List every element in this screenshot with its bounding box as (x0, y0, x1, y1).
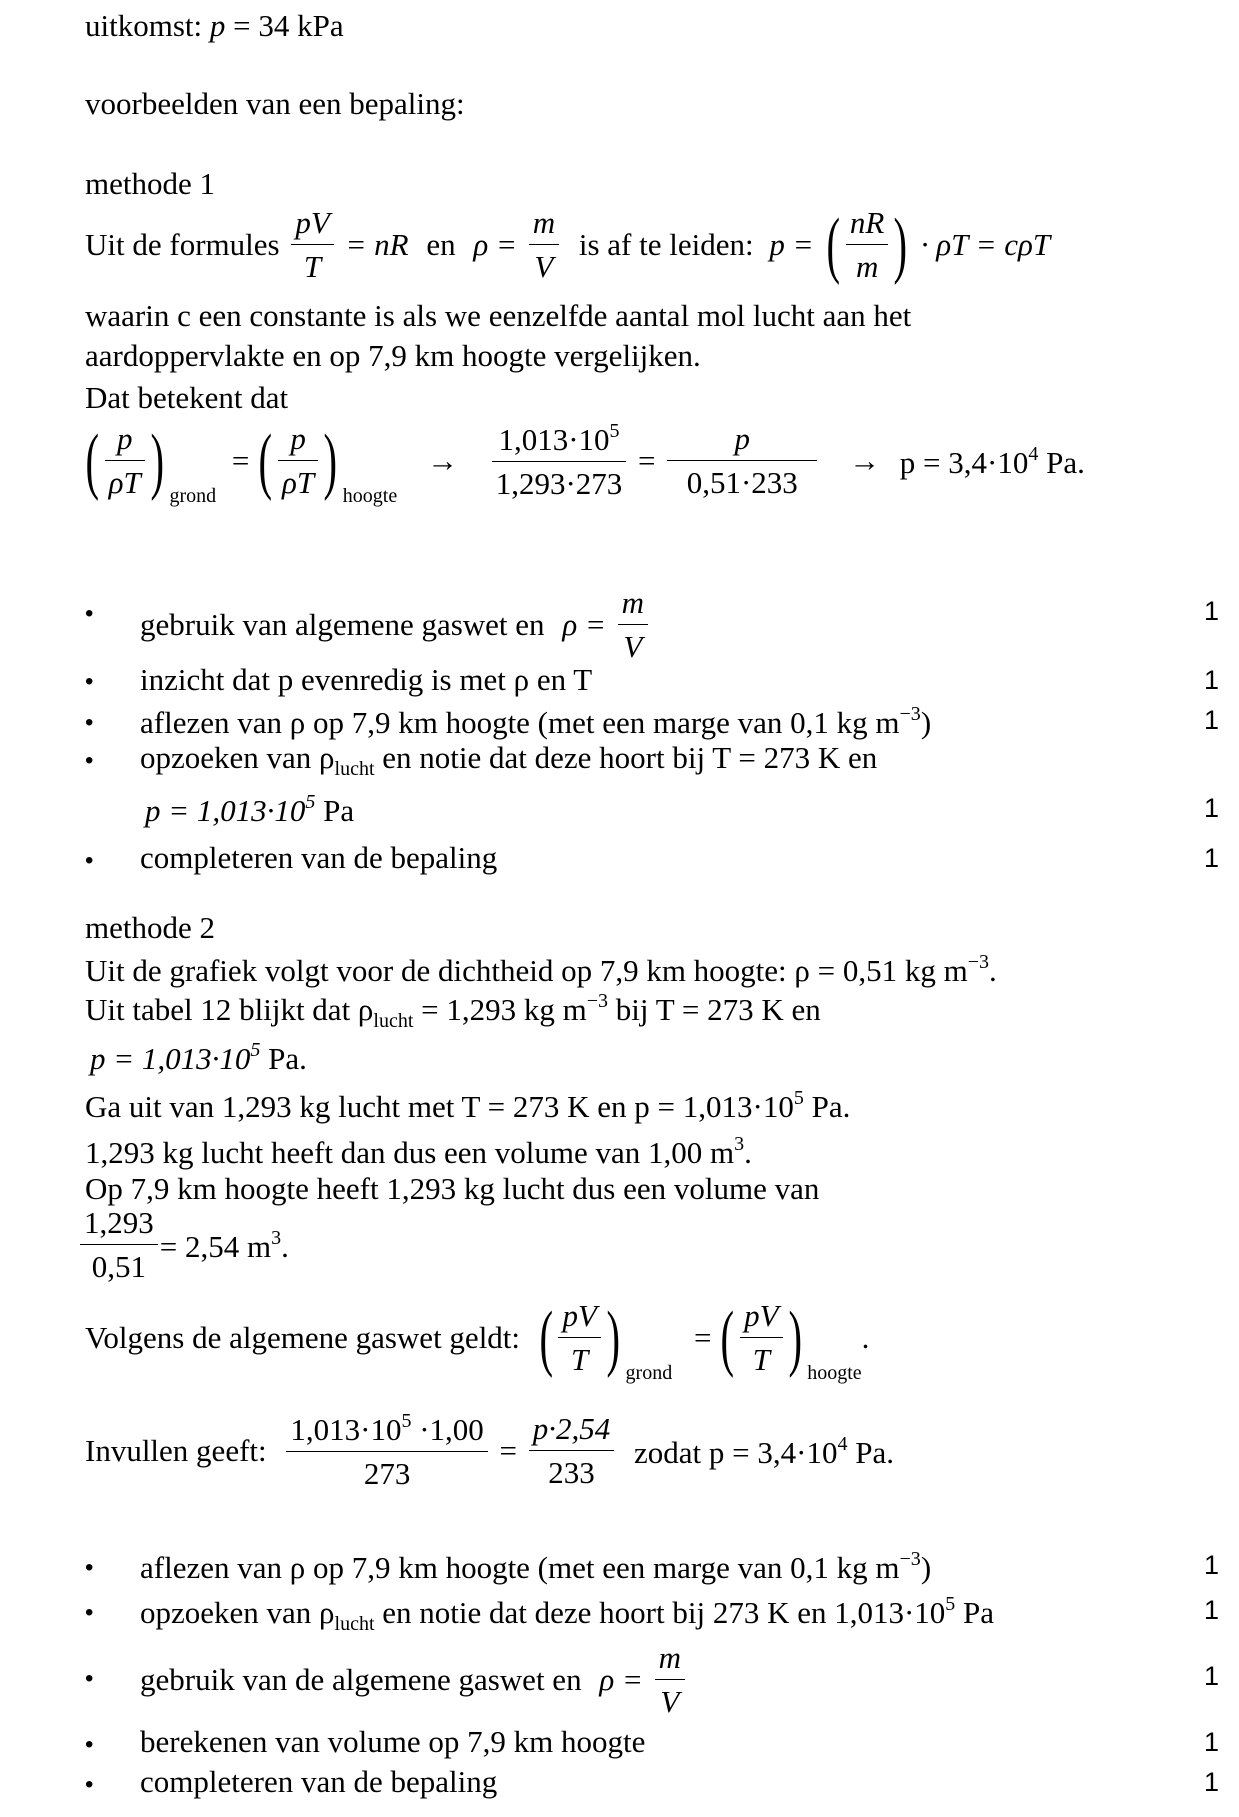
score: 1 (1203, 793, 1219, 823)
line-text: Uit tabel 12 blijkt dat ρ (85, 992, 374, 1027)
paren-close: ) (893, 203, 908, 286)
criterion-1 (140, 585, 652, 664)
criterion-text: aflezen van ρ op 7,9 km hoogte (met een marge van 0,1 kg m (140, 705, 900, 740)
frac-den: V (623, 628, 643, 664)
fraction-m-over-v (529, 205, 559, 284)
score: 1 (1203, 1595, 1219, 1625)
score: 1 (1203, 1661, 1219, 1691)
paren-open: ( (539, 1296, 553, 1379)
sub: lucht (334, 1613, 375, 1635)
dot: . (861, 1320, 870, 1356)
line-text: Uit de grafiek volgt voor de dichtheid op 7,9 km hoogte: ρ = 0,51 kg m (85, 953, 968, 988)
line-text: 1,293 kg lucht heeft dan dus een volume van 1,00 m (85, 1135, 735, 1170)
paren-close: ) (606, 1296, 620, 1379)
exp: 3 (271, 1226, 282, 1249)
method1-formula-line (85, 205, 1050, 284)
criterion-5: completeren van de bepaling (140, 840, 498, 875)
paren-close: ) (323, 419, 338, 502)
m2-criterion-3 (140, 1640, 689, 1719)
frac-den: m (855, 248, 879, 284)
calc-right (667, 421, 817, 500)
frac-den: 0,51 (91, 1248, 146, 1284)
bullet: • (85, 709, 94, 736)
bullet: • (85, 1731, 94, 1758)
exp: 3 (734, 1133, 745, 1155)
frac-den: 0,51·233 (686, 464, 798, 500)
equals: = (638, 443, 656, 479)
frac-den: ρT (282, 464, 315, 500)
criterion-tail: Pa (955, 1595, 995, 1630)
arrow-2: → (849, 443, 881, 479)
exp: 5 (609, 420, 620, 442)
equals: = (693, 1320, 712, 1356)
frac-num: m (529, 205, 559, 245)
exp: −3 (967, 951, 990, 973)
score: 1 (1203, 1727, 1219, 1757)
paren-open: ( (720, 1296, 735, 1379)
frac-num: pV (291, 205, 333, 245)
exp: 5 (250, 1039, 261, 1061)
eq-nR: = nR (345, 227, 409, 263)
frac-den: 233 (548, 1454, 595, 1490)
outcome-var: p (209, 8, 226, 43)
paren-close: ) (788, 1296, 802, 1379)
bullet: • (85, 600, 94, 627)
paren-open: ( (85, 419, 100, 502)
frac-num: p·2,54 (529, 1411, 615, 1451)
gaslaw-text: Volgens de algemene gaswet geldt: (85, 1320, 521, 1356)
bullet: • (85, 1665, 94, 1692)
result-text: p = 3,4·10 (899, 444, 1029, 480)
score: 1 (1203, 596, 1219, 626)
sub-hoogte: hoogte (342, 484, 398, 507)
exp: 5 (945, 1593, 956, 1615)
line-text: = 1,293 kg m (413, 992, 587, 1027)
rho-eq: ρ = (562, 607, 606, 643)
fraction-pv-over-t (291, 205, 333, 284)
criterion-tail: en notie dat deze hoort bij T = 273 K en (374, 740, 878, 775)
score: 1 (1203, 1550, 1219, 1580)
criterion-tail: Pa (315, 793, 355, 828)
bullet: • (85, 1554, 94, 1581)
criterion-tail: ) (920, 1550, 932, 1585)
fraction-m-over-v (655, 1640, 685, 1719)
line-tail: Pa. (803, 1089, 851, 1124)
frac-den: V (660, 1683, 680, 1719)
score: 1 (1203, 1767, 1219, 1797)
frac-num: 1,013·10 (498, 422, 610, 457)
bullet: • (85, 747, 94, 774)
frac-den: 273 (363, 1455, 411, 1491)
frac-num: pV (558, 1298, 600, 1338)
frac-num-tail: ·1,00 (411, 1412, 484, 1447)
volume-result (160, 1228, 289, 1262)
m2-criterion-5: completeren van de bepaling (140, 1764, 498, 1799)
sub: lucht (334, 758, 375, 780)
fraction-pv-over-t (740, 1298, 782, 1377)
outcome-label: uitkomst: (85, 8, 203, 43)
frac-den: V (534, 248, 554, 284)
exp: −3 (586, 990, 609, 1012)
frac-num: m (618, 585, 648, 625)
criterion-text: opzoeken van ρ (140, 1595, 335, 1630)
fraction-nr-over-m (846, 205, 888, 284)
bullet: • (85, 1771, 94, 1798)
exp: 4 (837, 1432, 848, 1455)
method1-line3: aardoppervlakte en op 7,9 km hoogte vergelijken. (85, 338, 701, 373)
bullet: • (85, 668, 94, 695)
score: 1 (1203, 843, 1219, 873)
equals: = (499, 1433, 518, 1469)
line-tail: . (744, 1135, 752, 1170)
criterion-4 (140, 742, 877, 779)
method1-line2: waarin c een constante is als we eenzelfde aantal mol lucht aan het (85, 298, 912, 333)
exp: −3 (899, 703, 921, 725)
equals: = (231, 443, 250, 479)
criterion-text: p = 1,013·10 (145, 793, 306, 828)
fraction-fill-left (286, 1410, 487, 1491)
outcome-line (85, 10, 344, 41)
sub-grond: grond (169, 484, 217, 507)
derive-text: is af te leiden: (578, 227, 754, 263)
formula-intro: Uit de formules (85, 227, 280, 263)
arrow-1: → (426, 443, 458, 479)
rhoT-tail: · ρT = cρT (920, 227, 1051, 263)
result-unit: Pa. (847, 1434, 894, 1470)
exp: 5 (793, 1087, 804, 1109)
score: 1 (1203, 665, 1219, 695)
outcome-value: = 34 kPa (225, 8, 344, 43)
result (900, 444, 1085, 478)
frac-den: T (303, 248, 322, 284)
fraction-volume (80, 1205, 158, 1284)
sub: lucht (373, 1010, 414, 1032)
frac-num: p (667, 421, 817, 461)
method2-line3 (90, 1040, 307, 1074)
frac-num: 1,293 (80, 1205, 158, 1245)
frac-num: p (105, 421, 145, 461)
ratio-grond (105, 421, 145, 500)
calc-left (492, 420, 627, 501)
sub-grond: grond (625, 1361, 673, 1384)
exp: 5 (305, 791, 316, 813)
fill-label: Invullen geeft: (85, 1433, 267, 1469)
result-text: zodat p = 3,4·10 (634, 1434, 838, 1470)
frac-num: m (655, 1640, 685, 1680)
result-text: = 2,54 m (159, 1228, 272, 1264)
method2-line1 (85, 952, 997, 986)
frac-num: p (278, 421, 318, 461)
examples-intro: voorbeelden van een bepaling: (85, 86, 465, 121)
method2-line2 (85, 991, 821, 1031)
p-eq: p = (769, 227, 814, 263)
m2-criterion-4: berekenen van volume op 7,9 km hoogte (140, 1724, 646, 1759)
line-tail: bij T = 273 K en (608, 992, 821, 1027)
result-unit: Pa. (1038, 444, 1085, 480)
sub-hoogte: hoogte (807, 1361, 862, 1384)
m2-criterion-2 (140, 1594, 994, 1634)
ratio-hoogte (278, 421, 318, 500)
frac-num: nR (846, 205, 888, 245)
line-text: p = 1,013·10 (90, 1041, 251, 1076)
fill-result (634, 1434, 894, 1468)
volume-calc (80, 1205, 289, 1284)
fill-line (85, 1410, 894, 1491)
criterion-text: aflezen van ρ op 7,9 km hoogte (met een marge van 0,1 kg m (140, 1550, 900, 1585)
fraction-pv-over-t (558, 1298, 600, 1377)
criterion-tail: ) (920, 705, 932, 740)
method2-line4 (85, 1088, 850, 1122)
exp: 4 (1028, 442, 1039, 465)
criterion-text: gebruik van algemene gaswet en (140, 607, 545, 643)
frac-num: pV (740, 1298, 782, 1338)
frac-den: T (571, 1341, 589, 1377)
criterion-text: opzoeken van ρ (140, 740, 335, 775)
fraction-fill-right (529, 1411, 615, 1490)
rho-eq: ρ = (473, 227, 517, 263)
bullet: • (85, 1599, 94, 1626)
gaslaw-line (85, 1298, 869, 1383)
fraction-m-over-v (618, 585, 648, 664)
method2-line6: Op 7,9 km hoogte heeft 1,293 kg lucht dus een volume van (85, 1171, 820, 1206)
frac-den: 1,293·273 (495, 465, 623, 501)
exp: 5 (401, 1410, 412, 1432)
criterion-tail: en notie dat deze hoort bij 273 K en 1,013·10 (374, 1595, 946, 1630)
paren-open: ( (258, 419, 273, 502)
m2-criterion-1 (140, 1549, 931, 1583)
paren-open: ( (826, 203, 841, 286)
criterion-4b (145, 792, 354, 826)
line-text: Ga uit van 1,293 kg lucht met T = 273 K en p = 1,013·10 (85, 1089, 794, 1124)
criterion-2: inzicht dat p evenredig is met ρ en T (140, 662, 593, 697)
method1-title: methode 1 (85, 166, 215, 201)
exp: −3 (899, 1548, 921, 1570)
rho-eq: ρ = (599, 1662, 643, 1698)
line-tail: . (989, 953, 997, 988)
method1-ratio-equation (80, 420, 1085, 506)
method1-line4: Dat betekent dat (85, 380, 289, 415)
method2-title: methode 2 (85, 910, 215, 945)
score: 1 (1203, 705, 1219, 735)
criterion-3 (140, 704, 931, 738)
bullet: • (85, 847, 94, 874)
frac-num: 1,013·10 (290, 1412, 402, 1447)
result-tail: . (281, 1228, 289, 1264)
frac-den: T (752, 1341, 770, 1377)
frac-den: ρT (108, 464, 141, 500)
method2-line5 (85, 1134, 752, 1168)
word-en: en (426, 227, 456, 263)
line-tail: Pa. (260, 1041, 307, 1076)
paren-close: ) (150, 419, 164, 502)
criterion-text: gebruik van de algemene gaswet en (140, 1662, 582, 1698)
